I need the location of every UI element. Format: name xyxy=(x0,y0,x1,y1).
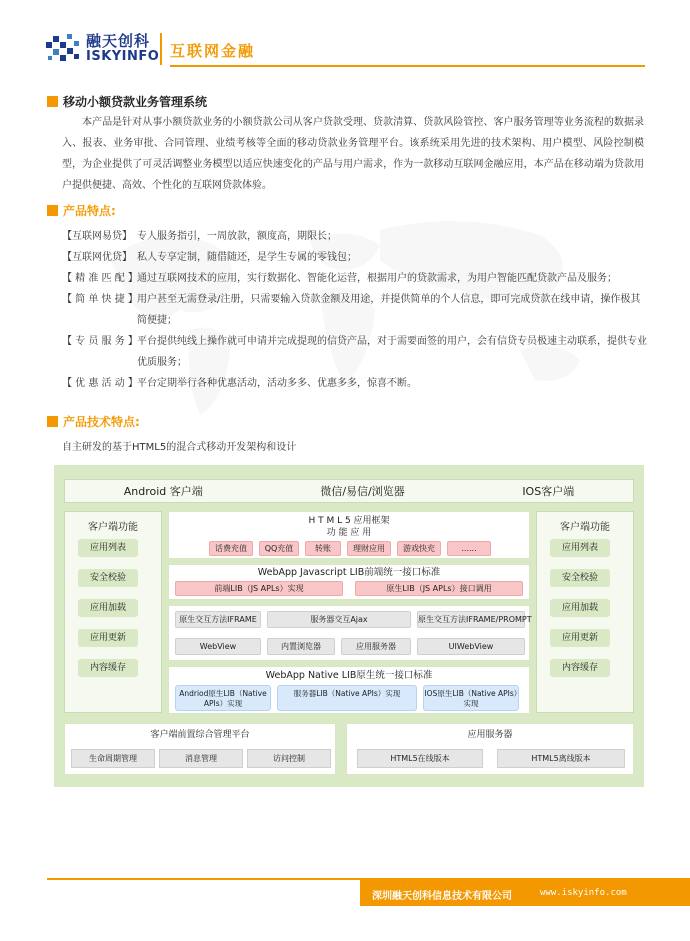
company-logo xyxy=(44,30,159,68)
footer-company-name: 深圳融天创科信息技术有限公司 xyxy=(372,891,512,902)
html5-functions-title: 功 能 应 用 xyxy=(326,528,372,538)
feature-item xyxy=(62,331,647,373)
feature-desc: 专人服务指引，一周放款，额度高，期限长； xyxy=(137,231,337,242)
app-item: 话费充值 xyxy=(209,541,253,556)
client-platforms-row xyxy=(64,479,634,503)
management-item: 访问控制 xyxy=(247,749,331,768)
orange-square-bullet-icon xyxy=(47,416,58,427)
feature-list xyxy=(62,226,647,394)
page-header xyxy=(0,0,690,80)
interaction-item: 应用服务器 xyxy=(341,638,411,655)
feature-item xyxy=(62,226,647,247)
left-function-item: 安全校验 xyxy=(78,569,138,587)
features-title-text: 产品特点: xyxy=(63,204,116,218)
feature-item xyxy=(62,373,647,394)
ios-client-label: IOS客户端 xyxy=(522,485,575,498)
right-function-item: 内容缓存 xyxy=(550,659,610,677)
native-lib-box xyxy=(168,666,530,714)
management-item: 消息管理 xyxy=(159,749,243,768)
right-client-functions xyxy=(536,511,634,713)
app-item: 游戏快充 xyxy=(397,541,441,556)
intro-title-text: 移动小额贷款业务管理系统 xyxy=(63,95,208,109)
left-function-item: 应用加载 xyxy=(78,599,138,617)
architecture-diagram xyxy=(54,465,644,787)
footer-website-link[interactable]: www.iskyinfo.com xyxy=(540,888,627,898)
footer-rule xyxy=(47,878,367,880)
js-lib-box xyxy=(168,564,530,600)
intro-paragraph: 本产品是针对从事小额贷款业务的小额贷款公司从客户贷款受理、贷款清算、贷款风险管控、客户服务管理等业务流程的数据录入、报表、业务审批、合同管理、业绩考核等全面的移动贷款业务管理平台。该系统采用先进的技术架构、用户模型、风险控制模型，为企业提供了可灵活调整业务模型以适应快速变化的产品与用户需求，作为一款移动互联网金融应用，本产品在移动端为贷款用户提供便捷、高效、个性化的互联网贷款体验。 xyxy=(62,117,644,191)
server-item: HTML5在线版本 xyxy=(357,749,483,768)
orange-square-bullet-icon xyxy=(47,205,58,216)
client-management-platform xyxy=(64,723,336,775)
header-divider xyxy=(160,33,162,65)
native-lib-item: Andriod原生LIB（Native APIs）实现 xyxy=(175,685,271,711)
feature-label: 【 优 惠 活 动 】 xyxy=(62,378,138,389)
right-function-item: 安全校验 xyxy=(550,569,610,587)
feature-desc: 通过互联网技术的应用，实行数据化、智能化运营，根据用户的贷款需求，为用户智能匹配贷款产品及服务； xyxy=(137,273,617,284)
interaction-item: UIWebView xyxy=(417,638,525,655)
feature-label: 【 简 单 快 捷 】 xyxy=(62,294,138,305)
logo-english-name: ISKYINFO xyxy=(86,49,160,64)
left-client-functions xyxy=(64,511,162,713)
feature-label: 【 专 员 服 务 】 xyxy=(62,336,138,347)
client-management-title: 客户端前置综合管理平台 xyxy=(150,730,250,740)
js-lib-title: WebApp Javascript LIB前端统一接口标准 xyxy=(257,567,441,578)
feature-desc: 用户甚至无需登录/注册，只需要输入贷款金额及用途，并提供简单的个人信息，即可完成贷款在线申请，操作极其简便捷； xyxy=(137,294,641,326)
app-item: 理财应用 xyxy=(347,541,391,556)
header-slogan: 互联网金融 xyxy=(170,42,256,60)
right-function-item: 应用加载 xyxy=(550,599,610,617)
feature-label: 【 精 准 匹 配 】 xyxy=(62,273,138,284)
interaction-item: 服务器交互Ajax xyxy=(267,611,411,628)
interaction-item: 原生交互方法IFRAME xyxy=(175,611,261,628)
features-section xyxy=(47,202,647,394)
server-item: HTML5离线版本 xyxy=(497,749,625,768)
orange-square-bullet-icon xyxy=(47,96,58,107)
tech-subtitle: 自主研发的基于HTML5的混合式移动开发架构和设计 xyxy=(62,442,297,453)
html5-framework-title: H T M L 5 应用框架 xyxy=(308,516,390,526)
intro-title xyxy=(47,93,647,110)
right-function-item: 应用列表 xyxy=(550,539,610,557)
application-server-title: 应用服务器 xyxy=(467,730,513,740)
left-function-item: 内容缓存 xyxy=(78,659,138,677)
app-item: QQ充值 xyxy=(259,541,299,556)
interaction-item: WebView xyxy=(175,638,261,655)
feature-desc: 平台提供纯线上操作就可申请并完成提现的信贷产品，对于需要面签的用户，会有信贷专员极速主动联系，提供专业优质服务； xyxy=(137,336,647,368)
feature-item xyxy=(62,247,647,268)
feature-label: 【互联网优贷】 xyxy=(62,252,132,263)
application-server-box xyxy=(346,723,634,775)
native-lib-item: IOS原生LIB（Native APIs）实现 xyxy=(423,685,519,711)
management-item: 生命周期管理 xyxy=(71,749,155,768)
android-client-label: Android 客户端 xyxy=(123,485,203,498)
feature-desc: 私人专享定制，随借随还，是学生专属的零钱包； xyxy=(137,252,357,263)
features-title xyxy=(47,202,647,219)
header-rule xyxy=(170,65,645,67)
app-item: ...... xyxy=(447,541,491,556)
tech-title-text: 产品技术特点: xyxy=(63,415,140,429)
right-client-functions-title: 客户端功能 xyxy=(560,522,610,533)
interaction-layer-box xyxy=(168,605,530,661)
interaction-item: 内置浏览器 xyxy=(267,638,335,655)
intro-section xyxy=(47,93,647,196)
js-lib-item: 原生LIB（JS APLs）接口调用 xyxy=(355,581,523,596)
feature-item xyxy=(62,268,647,289)
app-item: 转账 xyxy=(305,541,341,556)
tech-title xyxy=(47,413,647,430)
right-function-item: 应用更新 xyxy=(550,629,610,647)
native-lib-title: WebApp Native LIB原生统一接口标准 xyxy=(265,670,433,681)
feature-label: 【互联网易贷】 xyxy=(62,231,132,242)
left-function-item: 应用更新 xyxy=(78,629,138,647)
native-lib-item: 服务器LIB（Native APIs）实现 xyxy=(277,685,417,711)
left-client-functions-title: 客户端功能 xyxy=(88,522,138,533)
feature-item xyxy=(62,289,647,331)
logo-mosaic-icon xyxy=(44,32,84,64)
logo-chinese-name: 融天创科 xyxy=(86,32,151,50)
js-lib-item: 前端LIB（JS APLs）实现 xyxy=(175,581,343,596)
html5-framework-box xyxy=(168,511,530,559)
tech-section xyxy=(47,413,647,453)
interaction-item: 原生交互方法IFRAME/PROMPT xyxy=(417,611,525,628)
wechat-browser-label: 微信/易信/浏览器 xyxy=(320,485,405,498)
feature-desc: 平台定期举行各种优惠活动，活动多多、优惠多多，惊喜不断。 xyxy=(137,378,417,389)
left-function-item: 应用列表 xyxy=(78,539,138,557)
